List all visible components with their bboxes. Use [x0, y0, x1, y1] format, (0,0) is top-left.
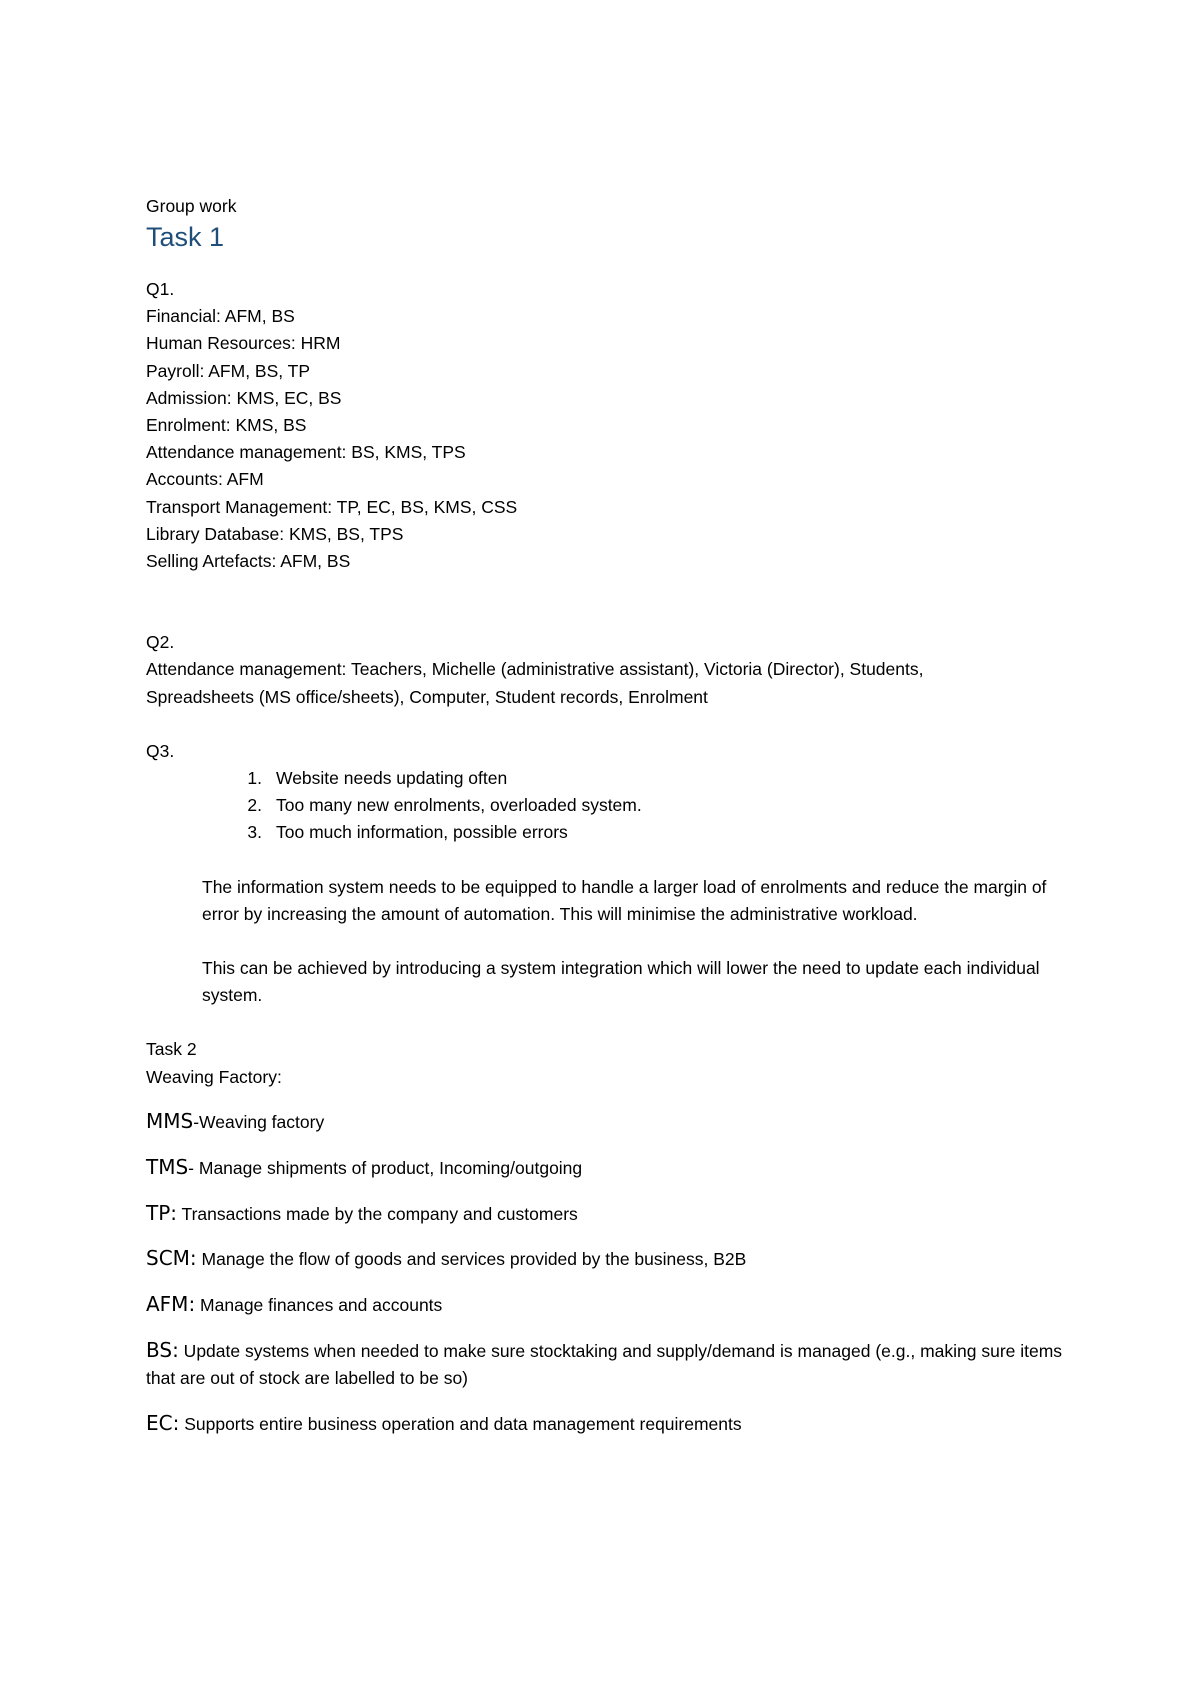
system-description: Update systems when needed to make sure stocktaking and supply/demand is managed (e.g., making sure items that are out of stock are labelled to be so) [146, 1340, 1063, 1389]
system-abbreviation: SCM: [146, 1246, 197, 1271]
q3-heading: Q3. [146, 740, 175, 761]
spacer [146, 575, 1066, 629]
q3-paragraph: The information system needs to be equipped to handle a larger load of enrolments and reduce the margin of error by increasing the amount of automation. This will minimise the administrative workload. [202, 876, 1047, 924]
list-item [146, 792, 1066, 819]
q3-paragraph: This can be achieved by introducing a system integration which will lower the need to update each individual system. [202, 958, 1040, 1006]
q2-text-line: Attendance management: Teachers, Michelle (administrative assistant), Victoria (Director), Students, [146, 659, 924, 680]
list-number: 2. [247, 795, 262, 816]
q1-item: Human Resources: HRM [146, 333, 341, 354]
task2-item [146, 1154, 1066, 1182]
system-description: Manage finances and accounts [195, 1295, 443, 1316]
q1-item: Admission: KMS, EC, BS [146, 387, 342, 408]
task2-subheading: Weaving Factory: [146, 1066, 282, 1087]
system-description: Transactions made by the company and customers [177, 1203, 578, 1224]
q1-item: Selling Artefacts: AFM, BS [146, 551, 351, 572]
system-abbreviation: TMS [146, 1155, 189, 1180]
q2-text-line: Spreadsheets (MS office/sheets), Computer, Student records, Enrolment [146, 686, 708, 707]
system-description: Supports entire business operation and data management requirements [179, 1413, 742, 1434]
list-item-text: Website needs updating often [276, 768, 508, 789]
task2-item [146, 1291, 1066, 1319]
system-description: -Weaving factory [193, 1112, 325, 1133]
task2-item [146, 1337, 1066, 1392]
q1-item: Accounts: AFM [146, 469, 264, 490]
system-abbreviation: AFM: [146, 1292, 196, 1317]
list-item [146, 819, 1066, 846]
q1-item: Attendance management: BS, KMS, TPS [146, 442, 466, 463]
list-number: 3. [247, 822, 262, 843]
list-item-text: Too many new enrolments, overloaded system. [276, 795, 642, 816]
system-abbreviation: TP: [146, 1200, 178, 1225]
system-abbreviation: BS: [146, 1337, 179, 1362]
task2-item [146, 1108, 1066, 1136]
q1-item: Library Database: KMS, BS, TPS [146, 523, 404, 544]
q1-item: Payroll: AFM, BS, TP [146, 360, 311, 381]
document-page [146, 192, 1066, 1456]
q1-item: Financial: AFM, BS [146, 306, 295, 327]
task2-item [146, 1200, 1066, 1228]
task2-heading: Task 2 [146, 1039, 197, 1060]
q1-heading: Q1. [146, 279, 175, 299]
document-label: Group work [146, 196, 237, 216]
task2-list [146, 1108, 1066, 1438]
system-description: Manage the flow of goods and services provided by the business, B2B [196, 1249, 747, 1270]
spacer [146, 928, 1066, 955]
q1-item: Enrolment: KMS, BS [146, 415, 307, 436]
q1-item: Transport Management: TP, EC, BS, KMS, CSS [146, 496, 518, 517]
task2-item [146, 1410, 1066, 1438]
q3-problem-list [146, 765, 1066, 847]
q1-list [146, 303, 1066, 575]
spacer [146, 847, 1066, 874]
list-item [146, 765, 1066, 792]
task2-item [146, 1245, 1066, 1273]
system-abbreviation: EC: [146, 1410, 180, 1435]
spacer [146, 1009, 1066, 1036]
q2-heading: Q2. [146, 632, 175, 653]
list-item-text: Too much information, possible errors [276, 822, 568, 843]
system-description: - Manage shipments of product, Incoming/outgoing [188, 1158, 583, 1179]
system-abbreviation: MMS [146, 1109, 194, 1134]
task1-heading: Task 1 [146, 222, 225, 252]
list-number: 1. [247, 768, 262, 789]
spacer [146, 711, 1066, 738]
